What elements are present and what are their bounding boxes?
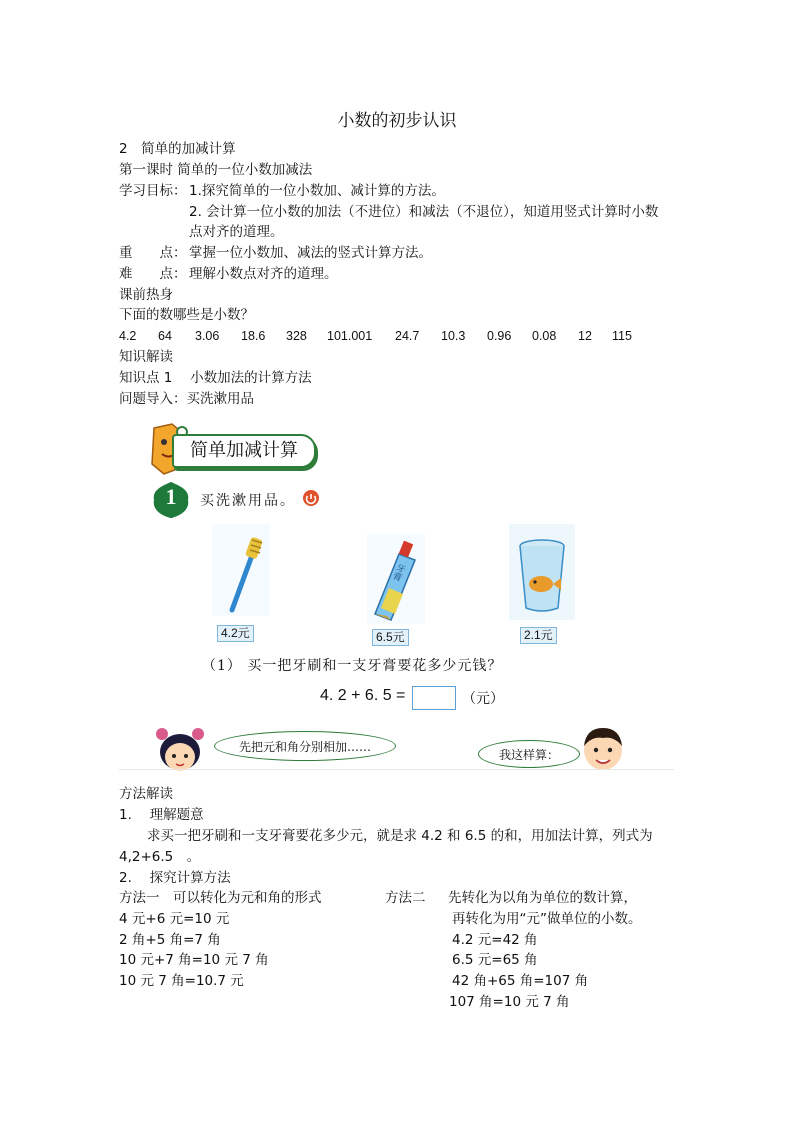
method2-subtitle: 再转化为用“元”做单位的小数。: [452, 911, 642, 927]
number-item: 64: [158, 329, 172, 343]
exercise-number: 1: [165, 484, 177, 509]
knowledge-intro: 问题导入：买洗漱用品: [119, 391, 254, 407]
difficulty-text: 理解小数点对齐的道理。: [189, 266, 338, 282]
goal-item-2-cont: 点对齐的道理。: [189, 224, 284, 240]
toothbrush-icon: [212, 524, 270, 616]
price-tag: 6.5元: [372, 629, 409, 646]
number-item: 4.2: [119, 329, 137, 343]
number-item: 3.06: [195, 329, 220, 343]
method-heading: 方法解读: [119, 786, 173, 802]
method2-title: 先转化为以角为单位的数计算，: [448, 890, 637, 906]
page-title: 小数的初步认识: [337, 111, 457, 131]
step1-title: 1. 理解题意: [119, 807, 204, 823]
girl-speech-bubble: 先把元和角分别相加……: [214, 731, 396, 761]
knowledge-heading: 知识解读: [119, 349, 173, 365]
goals-label: 学习目标：: [119, 183, 187, 199]
number-item: 18.6: [241, 329, 266, 343]
warmup-question: 下面的数哪些是小数？: [119, 307, 254, 323]
goal-item-2: 2. 会计算一位小数的加法（不进位）和减法（不退位），知道用竖式计算时小数: [189, 204, 659, 220]
number-item: 115: [612, 329, 632, 343]
number-item: 0.96: [487, 329, 512, 343]
number-item: 328: [286, 329, 307, 343]
figure-divider: [119, 769, 674, 770]
banner-title: 简单加减计算: [172, 434, 316, 468]
answer-box[interactable]: [412, 686, 456, 710]
lesson-heading: 第一课时 简单的一位小数加减法: [119, 162, 313, 178]
method1-line: 10 元 7 角=10.7 元: [119, 973, 244, 989]
method1-line: 10 元+7 角=10 元 7 角: [119, 952, 269, 968]
key-point-label: 重 点：: [119, 245, 187, 261]
number-item: 101.001: [327, 329, 373, 343]
girl-avatar: [152, 724, 208, 772]
price-tag: 4.2元: [217, 625, 254, 642]
toothpaste-label: 牙膏: [390, 561, 407, 583]
method1-line: 4 元+6 元=10 元: [119, 911, 230, 927]
method1-line: 2 角+5 角=7 角: [119, 932, 221, 948]
method2-line: 42 角+65 角=107 角: [452, 973, 589, 989]
number-item: 0.08: [532, 329, 557, 343]
audio-icon[interactable]: [302, 489, 320, 507]
equation-unit: （元）: [462, 691, 504, 707]
method2-label: 方法二: [385, 890, 426, 906]
method2-line: 4.2 元=42 角: [452, 932, 538, 948]
method2-line: 6.5 元=65 角: [452, 952, 538, 968]
goal-item-1: 1.探究简单的一位小数加、减计算的方法。: [189, 183, 445, 199]
warmup-heading: 课前热身: [119, 287, 173, 303]
cup-icon: [509, 524, 575, 620]
task-text: 买洗漱用品。: [200, 493, 296, 509]
number-item: 24.7: [395, 329, 420, 343]
number-item: 12: [578, 329, 592, 343]
number-item: 10.3: [441, 329, 466, 343]
knowledge-point: 知识点 1 小数加法的计算方法: [119, 370, 312, 386]
equation: 4. 2 + 6. 5 =: [320, 687, 406, 704]
step1-text: 求买一把牙刷和一支牙膏要花多少元，就是求 4.2 和 6.5 的和，用加法计算，列式为: [147, 828, 653, 844]
method1-title: 方法一 可以转化为元和角的形式: [119, 890, 322, 906]
boy-speech-bubble: 我这样算：: [478, 740, 580, 768]
question-text: （1） 买一把牙刷和一支牙膏要花多少元钱？: [202, 658, 503, 674]
key-point-text: 掌握一位小数加、减法的竖式计算方法。: [189, 245, 432, 261]
section-heading: 2 简单的加减计算: [119, 141, 236, 157]
method2-line: 107 角=10 元 7 角: [449, 994, 570, 1010]
difficulty-label: 难 点：: [119, 266, 187, 282]
step1-text-cont: 4,2+6.5 。: [119, 849, 201, 865]
step2-title: 2. 探究计算方法: [119, 870, 231, 886]
price-tag: 2.1元: [520, 627, 557, 644]
boy-avatar: [580, 724, 626, 772]
